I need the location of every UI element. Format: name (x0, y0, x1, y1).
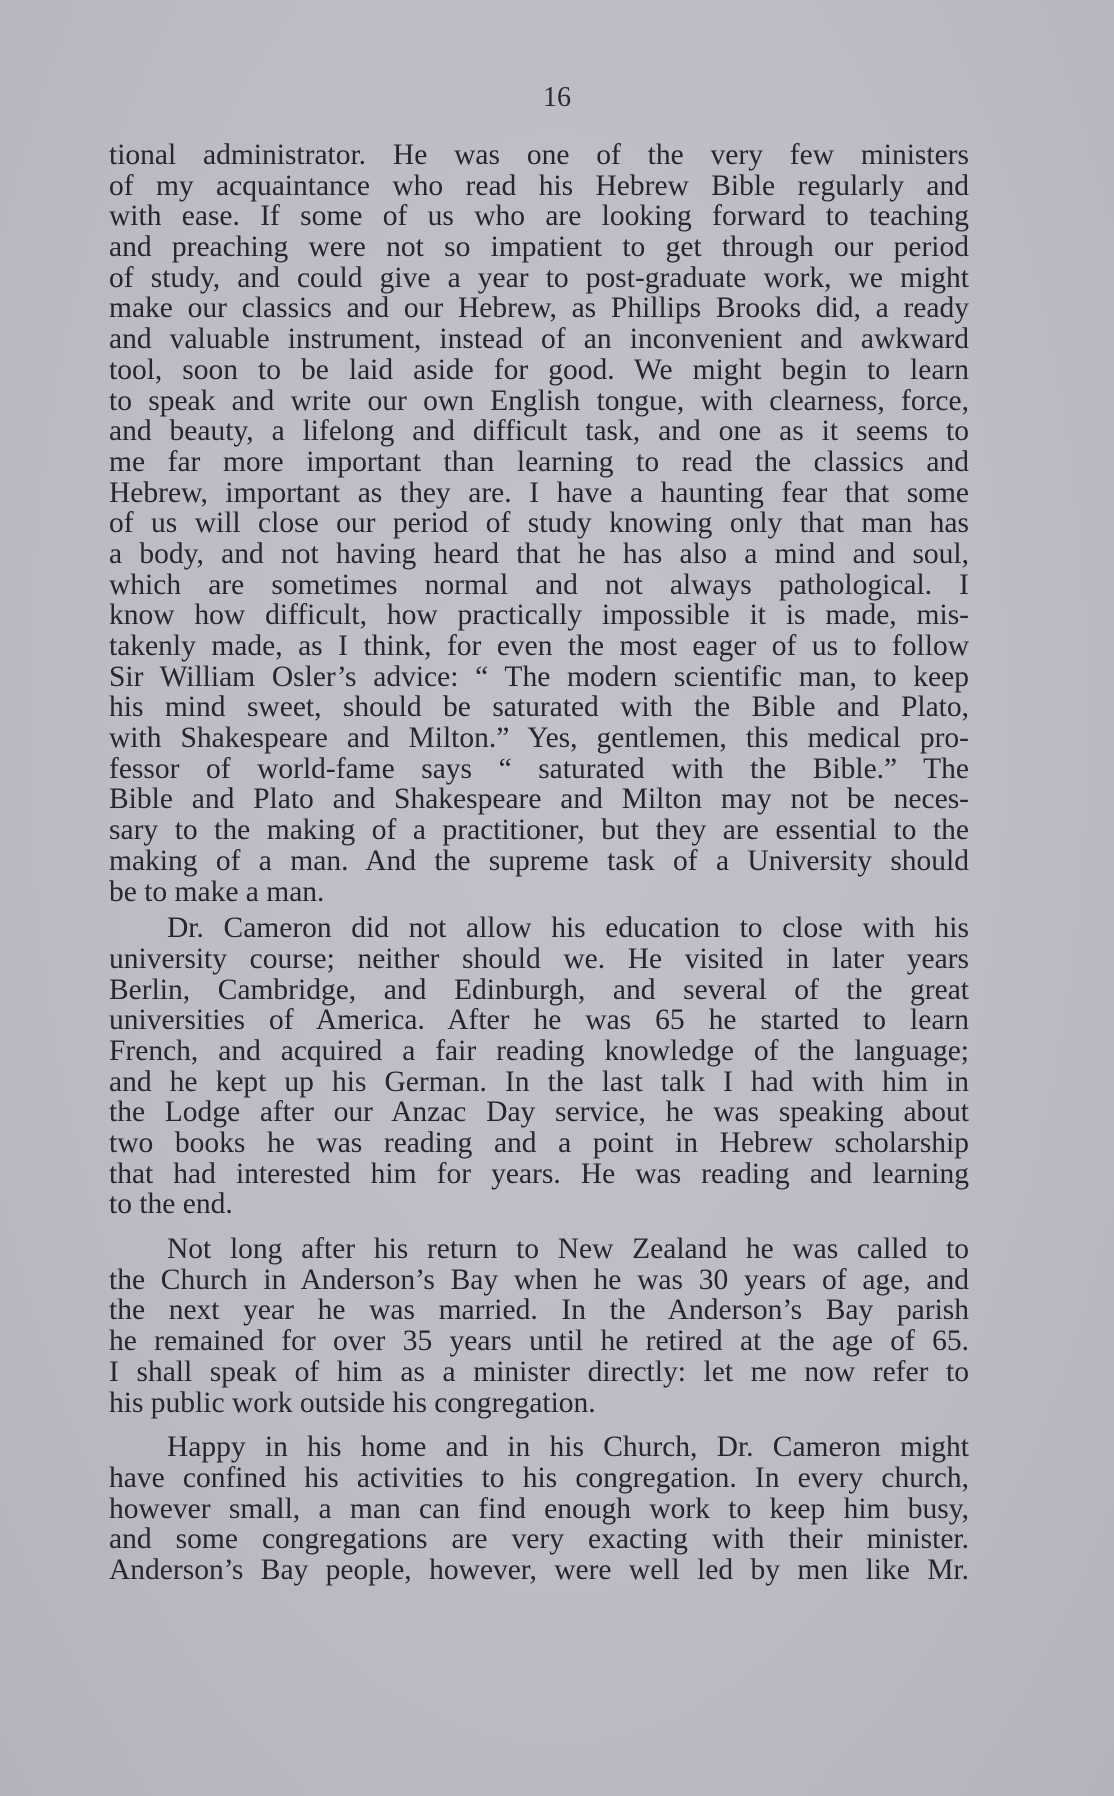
text-line: and preaching were not so impatient to get through our period (109, 231, 969, 264)
text-line: to the end. (109, 1188, 233, 1221)
text-line: and valuable instrument, instead of an inconvenient and awkward (109, 323, 969, 356)
text-line: of my acquaintance who read his Hebrew Bible regularly and (109, 169, 969, 202)
text-line: university course; neither should we. He visited in later years (109, 942, 969, 975)
text-line: however small, a man can find enough work to keep him busy, (109, 1492, 969, 1525)
text-line: tool, soon to be laid aside for good. We might begin to learn (109, 353, 969, 386)
text-line: universities of America. After he was 65 he started to learn (109, 1004, 969, 1037)
text-line: the Church in Anderson’s Bay when he was 30 years of age, and (109, 1263, 969, 1296)
text-line: Sir William Osler’s advice: “ The modern scientific man, to keep (109, 660, 969, 693)
text-line: Bible and Plato and Shakespeare and Milton may not be neces- (109, 783, 969, 816)
text-line: French, and acquired a fair reading knowledge of the language; (109, 1034, 969, 1067)
text-line: a body, and not having heard that he has also a mind and soul, (109, 537, 969, 570)
text-line: Happy in his home and in his Church, Dr. Cameron might (167, 1431, 969, 1464)
body-text (109, 140, 969, 1586)
text-line: of study, and could give a year to post-graduate work, we might (109, 261, 969, 294)
text-line: Not long after his return to New Zealand he was called to (167, 1233, 969, 1266)
text-line: his public work outside his congregation. (109, 1386, 596, 1419)
text-line: with ease. If some of us who are looking forward to teaching (109, 200, 969, 233)
text-line: me far more important than learning to read the classics and (109, 445, 969, 478)
text-line: with Shakespeare and Milton.” Yes, gentlemen, this medical pro- (109, 722, 969, 755)
text-line: his mind sweet, should be saturated with the Bible and Plato, (109, 691, 969, 724)
text-line: he remained for over 35 years until he retired at the age of 65. (109, 1325, 969, 1358)
paragraph-3 (109, 1234, 969, 1418)
text-line: the Lodge after our Anzac Day service, he was speaking about (109, 1096, 969, 1129)
text-line: which are sometimes normal and not always pathological. I (109, 568, 969, 601)
text-line: the next year he was married. In the Anderson’s Bay parish (109, 1294, 969, 1327)
text-line: and some congregations are very exacting with their minister. (109, 1523, 969, 1556)
page-number: 16 (543, 82, 571, 113)
text-line: be to make a man. (109, 875, 325, 908)
text-line: making of a man. And the supreme task of a University should (109, 844, 969, 877)
text-line: of us will close our period of study knowing only that man has (109, 507, 969, 540)
text-line: Hebrew, important as they are. I have a haunting fear that some (109, 476, 969, 509)
text-line: that had interested him for years. He was reading and learning (109, 1157, 969, 1190)
text-line: know how difficult, how practically impossible it is made, mis- (109, 599, 969, 632)
paragraph-4 (109, 1432, 969, 1585)
paragraph-1 (109, 140, 969, 907)
text-line: two books he was reading and a point in Hebrew scholarship (109, 1127, 969, 1159)
text-line: and beauty, a lifelong and difficult task, and one as it seems to (109, 415, 969, 448)
text-line: Anderson’s Bay people, however, were well led by men like Mr. (109, 1553, 969, 1586)
text-line: I shall speak of him as a minister directly: let me now refer to (109, 1355, 969, 1388)
text-line: make our classics and our Hebrew, as Phillips Brooks did, a ready (109, 292, 969, 325)
text-line: tional administrator. He was one of the very few ministers (109, 139, 969, 171)
text-line: sary to the making of a practitioner, but they are essential to the (109, 814, 969, 847)
text-line: to speak and write our own English tongue, with clearness, force, (109, 384, 969, 417)
text-line: fessor of world-fame says “ saturated with the Bible.” The (109, 752, 969, 785)
text-line: have confined his activities to his congregation. In every church, (109, 1461, 969, 1494)
text-line: takenly made, as I think, for even the most eager of us to follow (109, 630, 969, 662)
text-line: Berlin, Cambridge, and Edinburgh, and several of the great (109, 973, 969, 1006)
paragraph-2 (109, 913, 969, 1220)
text-line: Dr. Cameron did not allow his education to close with his (167, 912, 969, 945)
text-line: and he kept up his German. In the last talk I had with him in (109, 1065, 969, 1098)
